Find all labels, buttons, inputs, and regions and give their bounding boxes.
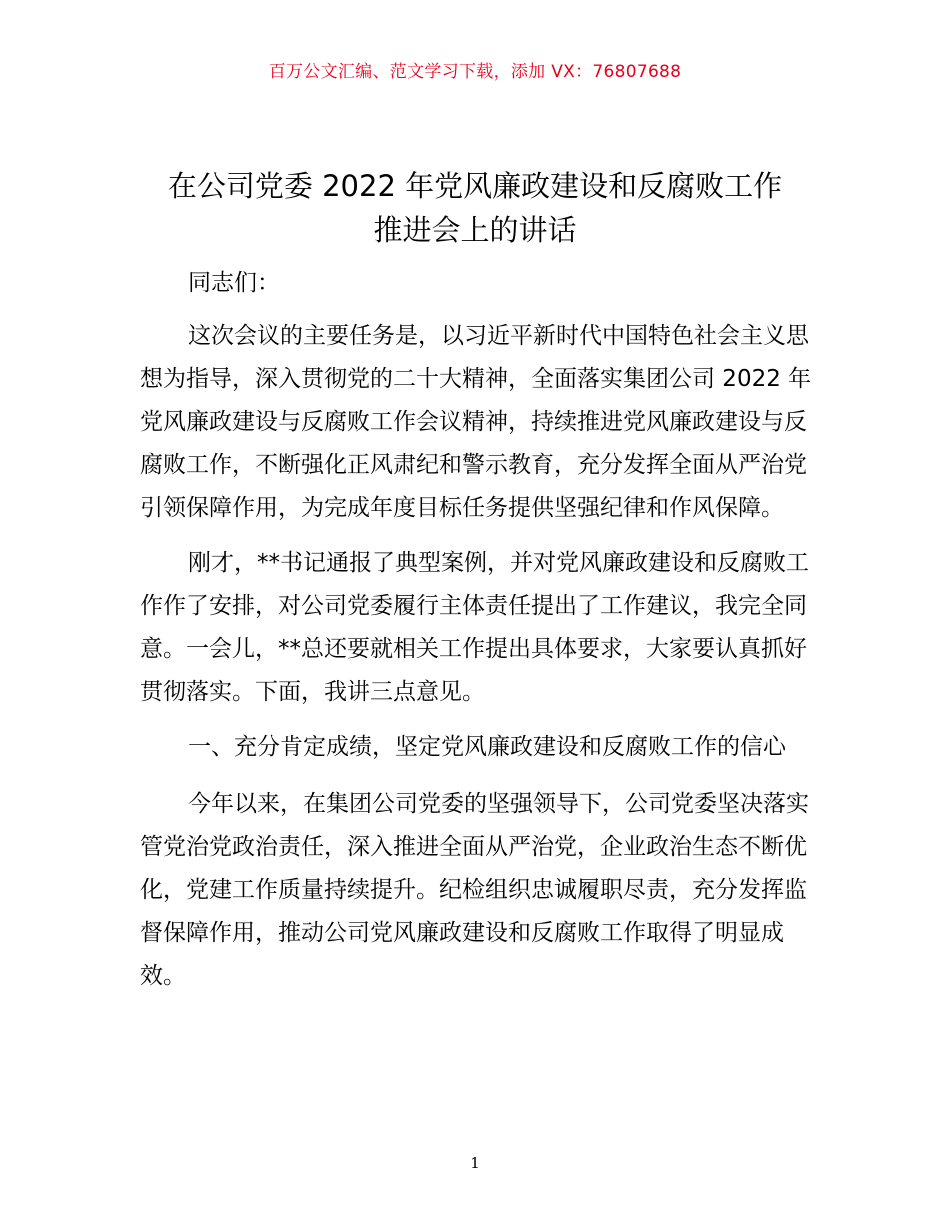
document-title bbox=[120, 164, 830, 252]
title-line-2: 推进会上的讲话 bbox=[373, 213, 577, 247]
paragraph-achievements: 今年以来，在集团公司党委的坚强领导下，公司党委坚决落实管党治党政治责任，深入推进全面从严治党，企业政治生态不断优化，党建工作质量持续提升。纪检组织忠诚履职尽责，充分发挥监督保障作用，推动公司党风廉政建设和反腐败工作取得了明显成效。 bbox=[140, 791, 809, 989]
paragraph-intro: 这次会议的主要任务是，以习近平新时代中国特色社会主义思想为指导，深入贯彻党的二十大精神，全面落实集团公司 2022 年党风廉政建设与反腐败工作会议精神，持续推进党风廉政建设与反腐败工作，不断强化正风肃纪和警示教育，充分发挥全面从严治党引领保障作用，为完成年度目标任务提供坚强纪律和作风保障。 bbox=[140, 323, 812, 521]
section-heading-1: 一、充分肯定成绩，坚定党风廉政建设和反腐败工作的信心 bbox=[188, 734, 786, 760]
page-number: 1 bbox=[470, 1154, 480, 1172]
paragraph-overview: 刚才，**书记通报了典型案例，并对党风廉政建设和反腐败工作作了安排，对公司党委履行主体责任提出了工作建议，我完全同意。一会儿，**总还要就相关工作提出具体要求，大家要认真抓好贯彻落实。下面，我讲三点意见。 bbox=[140, 550, 809, 705]
title-line-1: 在公司党委 2022 年党风廉政建设和反腐败工作 bbox=[167, 169, 783, 203]
document-body bbox=[140, 262, 820, 998]
header-note: 百万公文汇编、范文学习下载，添加 VX：76807688 bbox=[268, 62, 682, 82]
salutation: 同志们： bbox=[188, 270, 280, 296]
